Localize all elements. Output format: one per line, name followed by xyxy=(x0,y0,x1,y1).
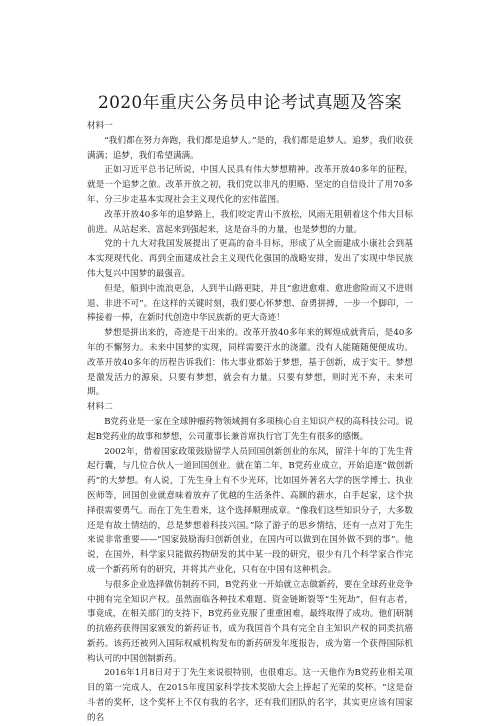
section-heading: 材料二 xyxy=(87,402,113,413)
paragraph: 梦想是拼出来的，奇迹是干出来的。改革开放40多年来的辉煌成就背后，是40多年的不懈努力。未来中国梦的实现，同样需要汗水的浇灌。没有人能随随便便成功。改革开放40多年的历程告诉我们：伟大事业都始于梦想，基于创新，成于实干。梦想是激发活力的源泉，只要有梦想，就会有力量。只要有梦想，则时光不弃，未来可期。 xyxy=(87,328,413,398)
paragraph: 正如习近平总书记所说，中国人民具有伟大梦想精神。改革开放40多年的征程，就是一个追梦之旅。改革开放之初，我们党以非凡的胆略、坚定的自信设计了用70多年、分三步走基本实现社会主义现代化的宏伟蓝图。 xyxy=(87,165,413,205)
paragraph: 党的十九大对我国发展提出了更高的奋斗目标，形成了从全面建成小康社会到基本实现现代化、再到全面建成社会主义现代化强国的战略安排，发出了实现中华民族伟大复兴中国梦的最强音。 xyxy=(87,239,413,279)
paragraph: “我们都在努力奔跑，我们都是追梦人。”是的，我们都是追梦人。追梦，我们收获满满；追梦，我们希望满满。 xyxy=(87,135,413,161)
section-heading: 材料一 xyxy=(87,121,113,131)
paragraph: 2002年，借着国家政策鼓励留学人员回国创新创业的东风，留洋十年的丁先生背起行囊，与几位合伙人一道回国创业。就在第二年，B党药业成立，开始追逐“做创新药”的大梦想。有人说，丁先生身上有不少光环，比如国外著名大学的医学博士、执业医师等，回国创业就意味着放弃了优越的生活条件、高额的薪水，白手起家，这个抉择很需要勇气。而在丁先生看来，这个选择顺理成章。“像我们这些知识分子，大多数还是有故土情结的，总是梦想着科技兴国。”除了游子的思乡情结，还有一点对丁先生来说非常重要——“国家鼓励海归创新创业，在国内可以做到在国外做不到的事”。他说，在国外，科学家只能做药物研发的其中某一段的研究，很少有几个科学家合作完成一个新药所有的研究，并将其产业化，只有在中国有这种机会。 xyxy=(87,446,413,575)
paragraph: 改革开放40多年的追梦路上，我们咬定青山不放松，风雨无阻朝着这个伟大目标前进。从站起来、富起来到强起来，这是奋斗的力量，也是梦想的力量。 xyxy=(87,209,413,235)
page-title: 2020年重庆公务员申论考试真题及答案 xyxy=(98,93,402,113)
paragraph: 2016年1月8日对于丁先生来说很特别，也很难忘。这一天他作为B党药业相关项目的第一完成人，在2015年度国家科学技术奖励大会上捧起了光荣的奖杯。“这是奋斗者的奖杯，这个奖杯上不仅有我的名字，还有我们团队的名字，其实更应该有国家的名 xyxy=(87,668,413,723)
document-body xyxy=(87,119,413,726)
paragraph: 与很多企业选择做仿制药不同，B党药业一开始就立志做新药，要在全球药业竞争中拥有完全知识产权。虽然面临各种技术难题、资金链断裂等“生死劫”，但有志者，事竟成，在相关部门的支持下，B党药业克服了重重困难，最终取得了成功。他们研制的抗癌药获得国家颁发的新药证书，成为我国首个具有完全自主知识产权的同类抗癌新药。该药还被列入国际权威机构发布的新药研发年度报告，成为第一个获得国际机构认可的中国创制新药。 xyxy=(87,579,413,664)
paragraph: B党药业是一家在全球肿瘤药物领域拥有多项核心自主知识产权的高科技公司。说起B党药业的故事和梦想，公司董事长兼首席执行官丁先生有很多的感慨。 xyxy=(87,416,413,442)
paragraph: 但是，船到中流浪更急，人到半山路更陡，并且“愈进愈难、愈进愈险而又不进则退、非进不可”。在这样的关键时刻，我们要心怀梦想、奋勇拼搏，一步一个脚印，一棒接着一棒，在新时代创造中华民族新的更大奇迹！ xyxy=(87,283,413,324)
